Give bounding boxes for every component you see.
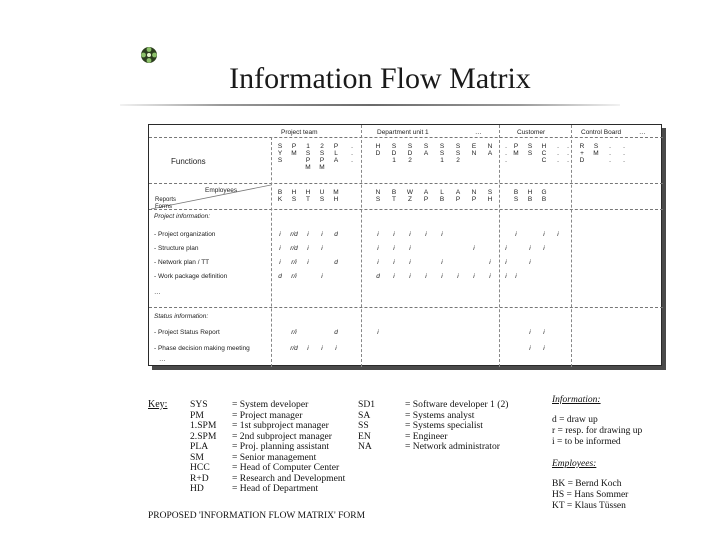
matrix-cell: i bbox=[441, 273, 443, 280]
matrix-cell: i bbox=[543, 345, 545, 352]
key-abbreviation: SM bbox=[190, 451, 204, 463]
reports-forms-label: Reports Forms bbox=[155, 197, 177, 210]
key-abbreviation: SD1 bbox=[358, 399, 376, 410]
column-abbr: R + D bbox=[579, 143, 585, 164]
matrix-cell: i bbox=[307, 345, 309, 352]
matrix-cell: r/d bbox=[290, 231, 298, 238]
header-divider bbox=[149, 137, 663, 138]
key-definition: = 2nd subproject manager bbox=[232, 430, 332, 442]
column-employee: H B bbox=[527, 189, 533, 203]
row-label-network-plan: - Network plan / TT bbox=[154, 259, 210, 266]
group-header-ellipsis: … bbox=[475, 129, 482, 136]
matrix-cell: r/d bbox=[290, 245, 298, 252]
matrix-cell: i bbox=[505, 273, 507, 280]
employee-line: BK = Bernd Koch bbox=[552, 479, 622, 489]
information-legend bbox=[552, 415, 642, 448]
matrix-cell: i bbox=[409, 259, 411, 266]
key-definition: = Network administrator bbox=[405, 441, 500, 452]
matrix-cell: i bbox=[529, 329, 531, 336]
column-abbr: P L A bbox=[333, 143, 339, 164]
column-employee: L B bbox=[439, 189, 445, 203]
matrix-cell: i bbox=[321, 273, 323, 280]
matrix-cell: i bbox=[279, 231, 281, 238]
column-employee: U S bbox=[319, 189, 325, 203]
column-abbr: . . . bbox=[567, 143, 569, 164]
matrix-cell: d bbox=[278, 273, 282, 280]
matrix-cell: i bbox=[393, 245, 395, 252]
status-information-label: Status information: bbox=[154, 313, 209, 320]
information-line: r = resp. for drawing up bbox=[552, 426, 643, 436]
matrix-cell: i bbox=[377, 329, 379, 336]
column-employee: H T bbox=[305, 189, 311, 203]
page-title: Information Flow Matrix bbox=[229, 62, 531, 95]
matrix-cell: i bbox=[515, 273, 517, 280]
matrix-cell: i bbox=[377, 245, 379, 252]
column-abbr: . . . bbox=[609, 143, 611, 164]
key-definition: = Research and Development bbox=[232, 472, 346, 484]
group-divider-1 bbox=[361, 125, 362, 367]
column-abbr: S M bbox=[593, 143, 599, 157]
column-abbr: H D bbox=[375, 143, 381, 157]
matrix-cell: i bbox=[529, 245, 531, 252]
key-abbreviation: PLA bbox=[190, 441, 209, 452]
key-definition: = System developer bbox=[232, 399, 309, 410]
matrix-cell: i bbox=[473, 273, 475, 280]
matrix-cell: i bbox=[377, 259, 379, 266]
matrix-cell: r/d bbox=[290, 345, 298, 352]
key-abbreviation: NA bbox=[358, 441, 372, 452]
key-label: Key: bbox=[148, 399, 168, 410]
matrix-cell: i bbox=[393, 273, 395, 280]
matrix-cell: i bbox=[307, 259, 309, 266]
key-abbreviation: SYS bbox=[190, 399, 208, 410]
form-caption: PROPOSED 'INFORMATION FLOW MATRIX' FORM bbox=[148, 511, 366, 521]
key-definition: = 1st subproject manager bbox=[232, 420, 329, 431]
key-abbreviation: SS bbox=[358, 420, 369, 431]
matrix-cell: i bbox=[409, 245, 411, 252]
matrix-cell: i bbox=[543, 231, 545, 238]
key-abbreviation: HCC bbox=[190, 462, 210, 473]
employee-line: HS = Hans Sommer bbox=[552, 490, 629, 500]
matrix-cell: r/i bbox=[291, 273, 297, 280]
column-abbr: P M bbox=[291, 143, 297, 157]
matrix-cell: i bbox=[279, 259, 281, 266]
key-definition: = Project manager bbox=[232, 409, 303, 421]
matrix-cell: i bbox=[321, 231, 323, 238]
matrix-cell: i bbox=[543, 245, 545, 252]
key-definition: = Senior management bbox=[232, 451, 317, 463]
matrix-cell: i bbox=[441, 259, 443, 266]
column-abbr: . . . bbox=[505, 143, 507, 164]
employees-legend bbox=[552, 479, 628, 512]
matrix-cell: i bbox=[393, 259, 395, 266]
key-abbreviations-left bbox=[190, 400, 216, 495]
column-abbr: . . . bbox=[351, 143, 353, 164]
functions-label: Functions bbox=[171, 157, 206, 166]
key-definition: = Systems specialist bbox=[405, 420, 483, 431]
matrix-cell: d bbox=[334, 329, 338, 336]
key-definition: = Head of Department bbox=[232, 483, 319, 494]
matrix-cell: i bbox=[543, 329, 545, 336]
matrix-cell: d bbox=[334, 231, 338, 238]
matrix-cell: i bbox=[409, 231, 411, 238]
matrix-cell: i bbox=[425, 231, 427, 238]
flower-logo-icon bbox=[140, 46, 158, 64]
matrix-cell: i bbox=[335, 345, 337, 352]
column-abbr: S D 2 bbox=[407, 143, 413, 164]
matrix-cell: i bbox=[321, 245, 323, 252]
column-employee: A P bbox=[455, 189, 461, 203]
matrix-cell: i bbox=[321, 345, 323, 352]
column-abbr: . . . bbox=[623, 143, 625, 164]
key-definitions-left bbox=[232, 400, 345, 495]
matrix-cell: i bbox=[505, 245, 507, 252]
employees-label: Employees bbox=[205, 187, 238, 194]
matrix-cell: d bbox=[376, 273, 380, 280]
column-employee: N S bbox=[375, 189, 381, 203]
matrix-cell: i bbox=[557, 231, 559, 238]
key-abbreviation: HD bbox=[190, 483, 204, 494]
key-abbreviation: PM bbox=[190, 409, 204, 421]
matrix-cell: i bbox=[505, 259, 507, 266]
key-abbreviation: SA bbox=[358, 409, 371, 421]
column-employee: S H bbox=[487, 189, 493, 203]
matrix-cell: i bbox=[489, 259, 491, 266]
column-abbr: S A bbox=[423, 143, 429, 157]
key-definitions-right bbox=[405, 400, 508, 453]
matrix-cell: i bbox=[441, 231, 443, 238]
matrix-cell: r/i bbox=[291, 329, 297, 336]
column-abbr: S S bbox=[527, 143, 533, 157]
matrix-cell: i bbox=[529, 259, 531, 266]
column-abbr: N A bbox=[487, 143, 493, 157]
matrix-cell: i bbox=[377, 231, 379, 238]
column-employee: H S bbox=[291, 189, 297, 203]
key-abbreviation: 2.SPM bbox=[190, 430, 217, 442]
column-abbr: E N bbox=[471, 143, 477, 157]
column-abbr: H C C bbox=[541, 143, 547, 164]
matrix-cell: i bbox=[473, 245, 475, 252]
key-definition: = Engineer bbox=[405, 430, 448, 442]
project-information-label: Project information: bbox=[154, 213, 210, 220]
column-abbr: S S 1 bbox=[439, 143, 445, 164]
column-employee: M H bbox=[333, 189, 339, 203]
matrix-cell: i bbox=[425, 273, 427, 280]
employees-heading: Employees: bbox=[552, 459, 597, 469]
information-line: d = draw up bbox=[552, 415, 598, 425]
matrix-cell: i bbox=[409, 273, 411, 280]
matrix-cell: r/i bbox=[291, 259, 297, 266]
key-definition: = Systems analyst bbox=[405, 409, 475, 421]
group-header-customer: Customer bbox=[517, 129, 546, 136]
column-abbr: 2 S P M bbox=[319, 143, 325, 171]
matrix-cell: i bbox=[307, 245, 309, 252]
column-abbr: S Y S bbox=[277, 143, 283, 164]
row-label-project-organization: - Project organization bbox=[154, 231, 216, 238]
group-header-project-team: Project team bbox=[281, 129, 318, 136]
column-employee: A P bbox=[423, 189, 429, 203]
information-line: i = to be informed bbox=[552, 437, 621, 447]
column-employee: B T bbox=[391, 189, 397, 203]
ellipsis-status-rows: … bbox=[159, 356, 166, 363]
column-abbr: P M bbox=[513, 143, 519, 157]
information-flow-matrix bbox=[148, 124, 662, 366]
employee-line: KT = Klaus Tüssen bbox=[552, 501, 626, 511]
column-abbr: 1 S P M bbox=[305, 143, 311, 171]
column-abbr: S D 1 bbox=[391, 143, 397, 164]
key-abbreviations-right bbox=[358, 400, 375, 453]
matrix-cell: i bbox=[393, 231, 395, 238]
column-employee: B K bbox=[277, 189, 283, 203]
column-employee: W Z bbox=[406, 189, 414, 203]
group-header-control-board: Control Board bbox=[581, 129, 622, 136]
key-definition: = Proj. planning assistant bbox=[232, 441, 330, 452]
key-definition: = Head of Computer Center bbox=[232, 462, 340, 473]
ellipsis-project-rows: … bbox=[154, 289, 161, 296]
matrix-cell: i bbox=[457, 273, 459, 280]
group-header-department-unit: Department unit 1 bbox=[377, 129, 429, 136]
row-label-project-status-report: - Project Status Report bbox=[154, 329, 220, 336]
title-divider bbox=[120, 104, 620, 106]
matrix-cell: i bbox=[279, 245, 281, 252]
information-heading: Information: bbox=[552, 395, 601, 405]
matrix-cell: i bbox=[489, 273, 491, 280]
row-label-work-package: - Work package definition bbox=[154, 273, 228, 280]
column-employee: B S bbox=[513, 189, 519, 203]
column-abbr: S S 2 bbox=[455, 143, 461, 164]
label-column-divider bbox=[271, 137, 272, 367]
key-definition: = Software developer 1 (2) bbox=[405, 399, 509, 410]
group-header-ellipsis-2: … bbox=[639, 129, 646, 136]
key-abbreviation: 1.SPM bbox=[190, 420, 217, 431]
key-abbreviation: EN bbox=[358, 430, 371, 442]
column-employee: N P bbox=[471, 189, 477, 203]
matrix-cell: i bbox=[515, 231, 517, 238]
column-employee: G B bbox=[541, 189, 547, 203]
matrix-cell: i bbox=[529, 345, 531, 352]
column-abbr: . . . bbox=[557, 143, 559, 164]
matrix-cell: i bbox=[307, 231, 309, 238]
matrix-cell: d bbox=[334, 259, 338, 266]
row-label-structure-plan: - Structure plan bbox=[154, 245, 199, 252]
key-abbreviation: R+D bbox=[190, 472, 209, 484]
row-label-phase-decision: - Phase decision making meeting bbox=[154, 345, 250, 352]
status-divider bbox=[149, 307, 663, 308]
